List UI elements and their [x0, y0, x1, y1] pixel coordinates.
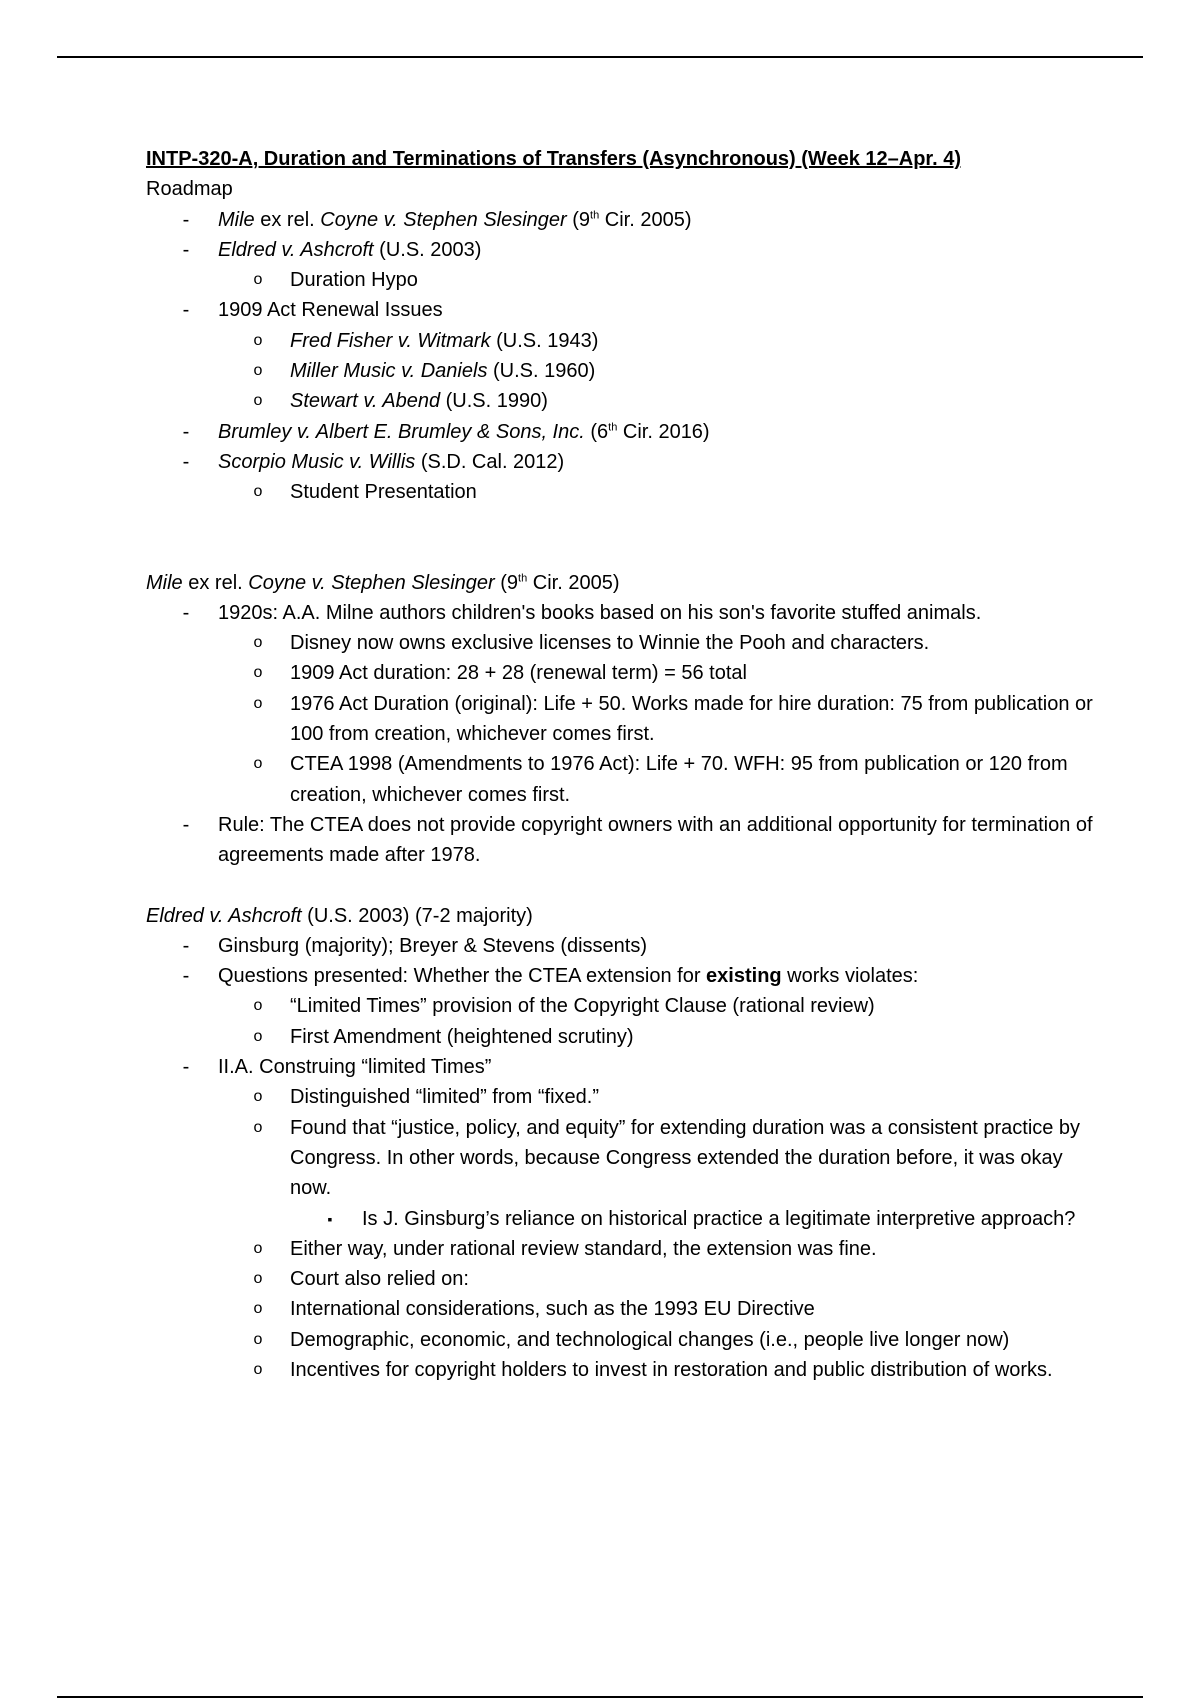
circle-bullet: o: [253, 997, 263, 1015]
dash-bullet: -: [182, 299, 190, 322]
case-name: Scorpio Music v. Willis: [218, 450, 416, 473]
square-bullet: ▪: [327, 1210, 333, 1227]
text: (6: [584, 420, 609, 443]
text: Cir. 2005): [527, 571, 620, 594]
eldred-item: [146, 961, 1096, 991]
dash-bullet: -: [182, 813, 190, 836]
eldred-subitem: [146, 1022, 1096, 1052]
superscript: th: [518, 571, 528, 584]
circle-bullet: o: [253, 1239, 263, 1257]
text: Demographic, economic, and technological changes (i.e., people live longer now): [290, 1328, 1010, 1351]
dash-bullet: -: [182, 420, 190, 443]
roadmap-item: [146, 235, 1096, 265]
roadmap-subitem: [146, 265, 1096, 295]
text: (U.S. 2003) (7-2 majority): [301, 904, 533, 927]
text: Rule: The CTEA does not provide copyright owners with an additional opportunity for termination of agreements made after 1978.: [218, 813, 1093, 867]
circle-bullet: o: [253, 1088, 263, 1106]
eldred-heading: [146, 901, 1096, 931]
case-name: Eldred v. Ashcroft: [218, 238, 374, 261]
roadmap-subitem: [146, 326, 1096, 356]
eldred-subitem: [146, 991, 1096, 1021]
eldred-subitem: [146, 1082, 1096, 1112]
case-name: Brumley v. Albert E. Brumley & Sons, Inc.: [218, 420, 585, 443]
dash-bullet: -: [182, 601, 190, 624]
text: Ginsburg (majority); Breyer & Stevens (dissents): [218, 934, 648, 957]
dash-bullet: -: [182, 965, 190, 988]
roadmap-item: [146, 205, 1096, 235]
text: Incentives for copyright holders to invest in restoration and public distribution of works.: [290, 1358, 1053, 1381]
emphasis: existing: [706, 965, 782, 988]
eldred-subitem: [146, 1264, 1096, 1294]
eldred-subitem: [146, 1113, 1096, 1204]
dash-bullet: -: [182, 208, 190, 231]
text: CTEA 1998 (Amendments to 1976 Act): Life + 70. WFH: 95 from publication or 120 from creation, whichever comes first.: [290, 753, 1068, 806]
text: Found that “justice, policy, and equity” for extending duration was a consistent practice by Congress. In other words, because Congress extended the duration before, it was okay now.: [290, 1116, 1081, 1200]
text: Cir. 2005): [599, 208, 692, 231]
superscript: th: [608, 421, 618, 434]
eldred-subitem: [146, 1294, 1096, 1324]
text: ex rel.: [254, 208, 321, 231]
eldred-subitem: [146, 1355, 1096, 1385]
text: “Limited Times” provision of the Copyright Clause (rational review): [290, 995, 875, 1018]
text: International considerations, such as the 1993 EU Directive: [290, 1298, 815, 1321]
case-name: Mile: [218, 208, 255, 231]
case-name: Eldred v. Ashcroft: [146, 904, 302, 927]
superscript: th: [590, 208, 600, 221]
mile-item: [146, 598, 1096, 628]
spacer: [146, 871, 1096, 901]
roadmap-heading: Roadmap: [146, 178, 233, 201]
case-name: Miller Music v. Daniels: [290, 360, 488, 383]
mile-subitem: [146, 658, 1096, 688]
eldred-subsubitem: [146, 1204, 1096, 1234]
circle-bullet: o: [253, 755, 263, 773]
document-body: [146, 144, 1096, 1385]
text: II.A. Construing “limited Times”: [218, 1056, 492, 1079]
circle-bullet: o: [253, 331, 263, 349]
case-name: Fred Fisher v. Witmark: [290, 329, 491, 352]
mile-item: [146, 810, 1096, 871]
document-title: INTP-320-A, Duration and Terminations of Transfers (Asynchronous) (Week 12–Apr. 4): [146, 148, 961, 170]
text: Cir. 2016): [617, 420, 710, 443]
case-name: Coyne v. Stephen Slesinger: [248, 571, 495, 594]
eldred-item: [146, 931, 1096, 961]
dash-bullet: -: [182, 934, 190, 957]
circle-bullet: o: [253, 1027, 263, 1045]
text: (9: [566, 208, 591, 231]
text: (U.S. 1943): [490, 329, 599, 352]
circle-bullet: o: [253, 1118, 263, 1136]
case-name: Stewart v. Abend: [290, 390, 441, 413]
case-name: Mile: [146, 571, 183, 594]
text: Disney now owns exclusive licenses to Winnie the Pooh and characters.: [290, 632, 930, 655]
mile-subitem: [146, 628, 1096, 658]
dash-bullet: -: [182, 450, 190, 473]
text: (9: [494, 571, 519, 594]
text: 1976 Act Duration (original): Life + 50. Works made for hire duration: 75 from publication or 100 from creation, whichever comes first.: [290, 692, 1093, 746]
text: Student Presentation: [290, 481, 477, 504]
circle-bullet: o: [253, 271, 263, 289]
case-name: Coyne v. Stephen Slesinger: [320, 208, 567, 231]
text: 1920s: A.A. Milne authors children's books based on his son's favorite stuffed animals.: [218, 601, 982, 624]
roadmap-item: [146, 295, 1096, 325]
footer-rule: [57, 1696, 1143, 1698]
circle-bullet: o: [253, 1360, 263, 1378]
circle-bullet: o: [253, 694, 263, 712]
circle-bullet: o: [253, 664, 263, 682]
eldred-subitem: [146, 1234, 1096, 1264]
mile-subitem: [146, 689, 1096, 750]
spacer: [146, 508, 1096, 568]
circle-bullet: o: [253, 483, 263, 501]
text: Questions presented: Whether the CTEA extension for: [218, 965, 707, 988]
circle-bullet: o: [253, 392, 263, 410]
roadmap-subitem: [146, 356, 1096, 386]
eldred-subitem: [146, 1325, 1096, 1355]
text: First Amendment (heightened scrutiny): [290, 1025, 634, 1048]
dash-bullet: -: [182, 1056, 190, 1079]
circle-bullet: o: [253, 1330, 263, 1348]
roadmap-item: [146, 447, 1096, 477]
text: Court also relied on:: [290, 1268, 469, 1291]
text: (S.D. Cal. 2012): [415, 450, 565, 473]
text: Is J. Ginsburg’s reliance on historical practice a legitimate interpretive approach?: [362, 1207, 1076, 1230]
circle-bullet: o: [253, 362, 263, 380]
roadmap-item: [146, 417, 1096, 447]
text: works violates:: [781, 965, 919, 988]
mile-subitem: [146, 749, 1096, 810]
text: Duration Hypo: [290, 269, 418, 292]
text: Distinguished “limited” from “fixed.”: [290, 1086, 599, 1109]
text: (U.S. 1990): [440, 390, 548, 413]
dash-bullet: -: [182, 238, 190, 261]
text: (U.S. 1960): [487, 360, 596, 383]
eldred-item: [146, 1052, 1096, 1082]
header-rule: [57, 56, 1143, 58]
roadmap-subitem: [146, 386, 1096, 416]
text: ex rel.: [182, 571, 249, 594]
text: 1909 Act Renewal Issues: [218, 299, 443, 322]
circle-bullet: o: [253, 1300, 263, 1318]
mile-heading: [146, 568, 1096, 598]
text: Either way, under rational review standard, the extension was fine.: [290, 1237, 877, 1260]
circle-bullet: o: [253, 1270, 263, 1288]
roadmap-subitem: [146, 477, 1096, 507]
circle-bullet: o: [253, 634, 263, 652]
text: (U.S. 2003): [373, 238, 482, 261]
text: 1909 Act duration: 28 + 28 (renewal term) = 56 total: [290, 662, 747, 685]
